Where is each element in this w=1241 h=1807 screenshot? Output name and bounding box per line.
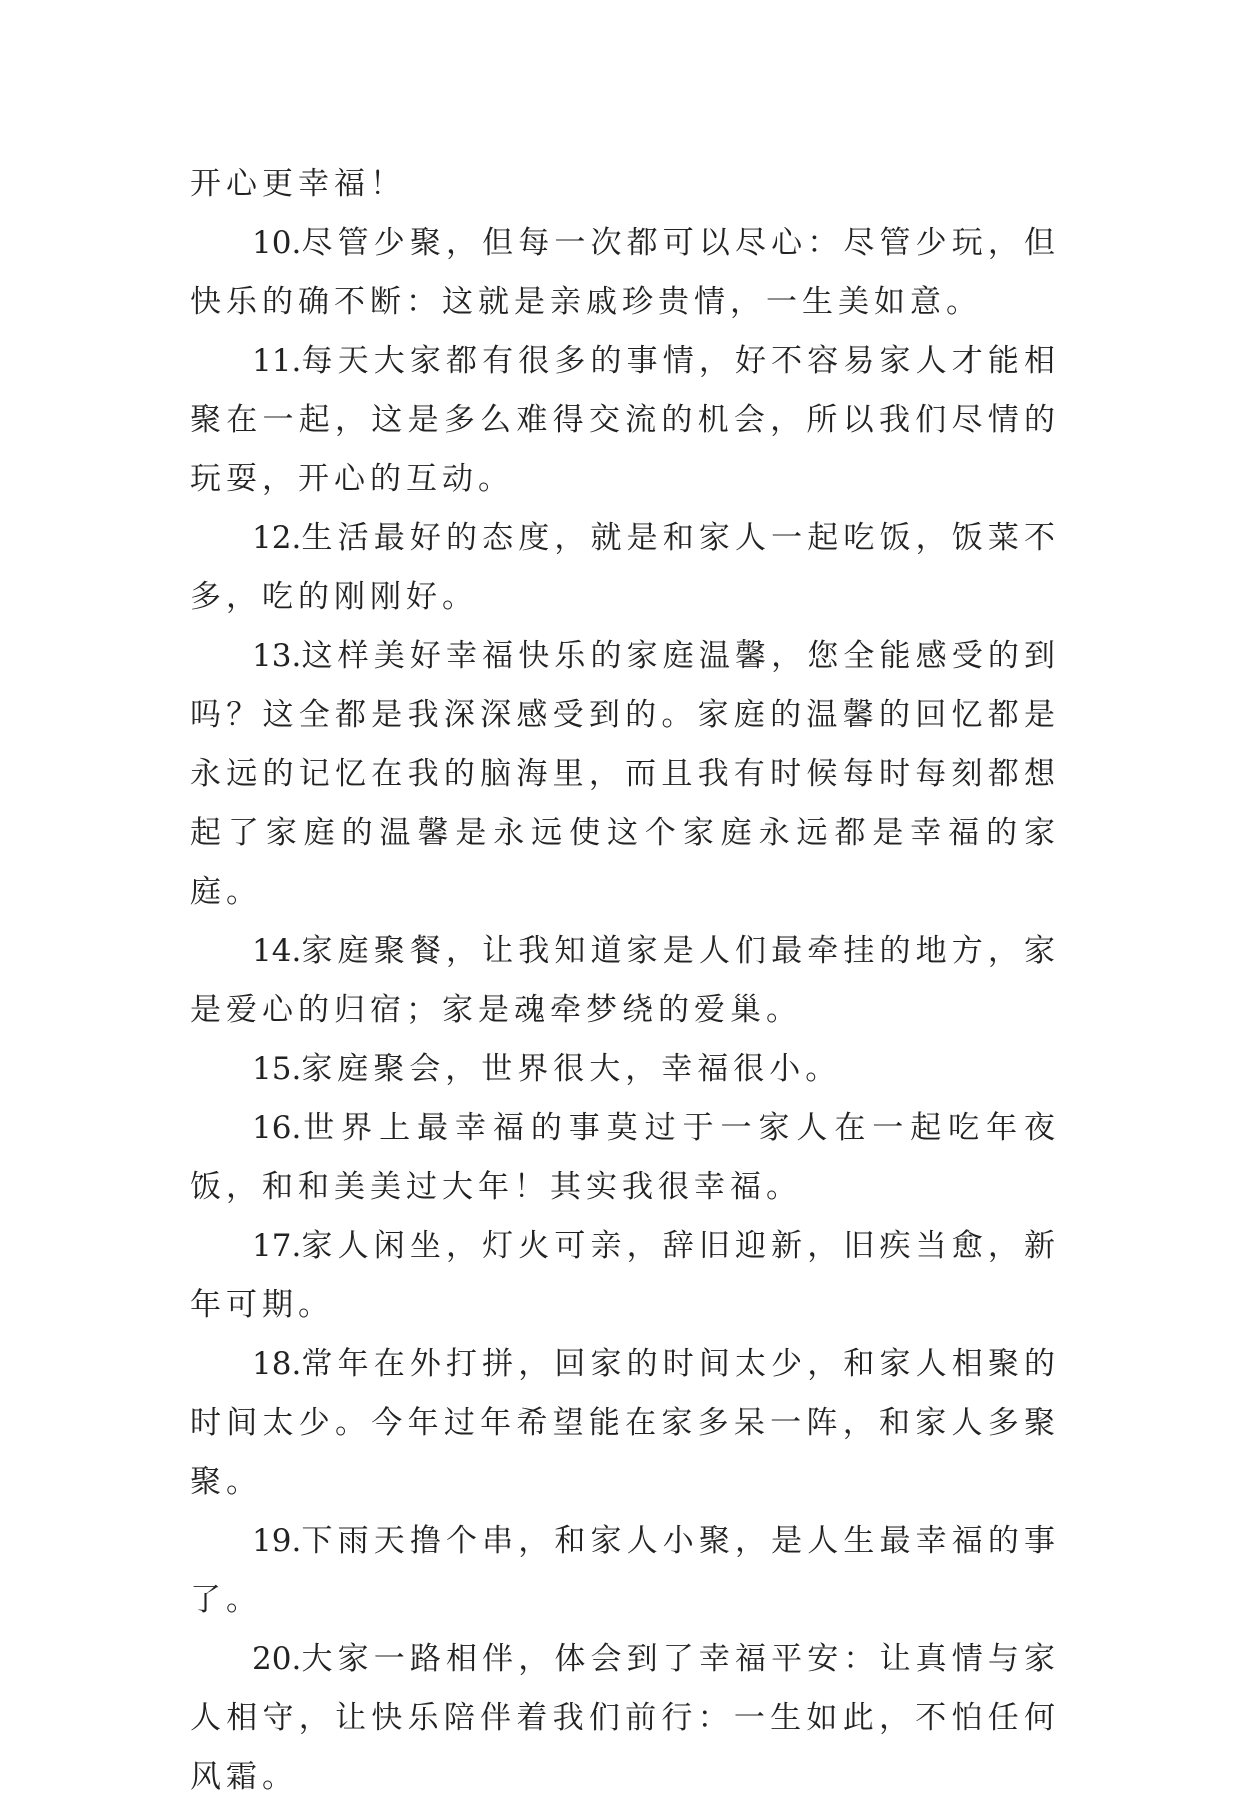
- paragraph-19: [190, 1512, 1060, 1630]
- paragraph-text: 常年在外打拼，回家的时间太少，和家人相聚的时间太少。今年过年希望能在家多呆一阵，和家人多聚聚。: [190, 1346, 1060, 1500]
- paragraph-text: 大家一路相伴，体会到了幸福平安：让真情与家人相守，让快乐陪伴着我们前行：一生如此，不怕任何风霜。: [190, 1641, 1060, 1795]
- paragraph-number: 19.: [252, 1523, 302, 1559]
- paragraph-number: 10.: [252, 225, 302, 261]
- paragraph-text: 家庭聚餐，让我知道家是人们最牵挂的地方，家是爱心的归宿；家是魂牵梦绕的爱巢。: [190, 933, 1060, 1028]
- paragraph-15: [190, 1040, 1060, 1099]
- document-body: [190, 155, 1060, 1807]
- paragraph-number: 13.: [252, 638, 302, 674]
- paragraph-14: [190, 922, 1060, 1040]
- paragraph-text: 下雨天撸个串，和家人小聚，是人生最幸福的事了。: [190, 1523, 1060, 1618]
- paragraph-17: [190, 1217, 1060, 1335]
- paragraph-text: 家庭聚会，世界很大，幸福很小。: [301, 1051, 842, 1087]
- paragraph-13: [190, 627, 1060, 922]
- paragraph-text: 这样美好幸福快乐的家庭温馨，您全能感受的到吗？这全都是我深深感受到的。家庭的温馨的回忆都是永远的记忆在我的脑海里，而且我有时候每时每刻都想起了家庭的温馨是永远使这个家庭永远都是幸福的家庭。: [190, 638, 1060, 910]
- paragraph-number: 18.: [252, 1346, 302, 1382]
- paragraph-text: 每天大家都有很多的事情，好不容易家人才能相聚在一起，这是多么难得交流的机会，所以我们尽情的玩耍，开心的互动。: [190, 343, 1060, 497]
- paragraph-18: [190, 1335, 1060, 1512]
- paragraph-number: 12.: [252, 520, 302, 556]
- paragraph-number: 17.: [252, 1228, 302, 1264]
- paragraph-number: 16.: [252, 1110, 302, 1146]
- paragraph-number: 15.: [252, 1051, 302, 1087]
- paragraph-continuation: [190, 155, 1060, 214]
- paragraph-text: 生活最好的态度，就是和家人一起吃饭，饭菜不多，吃的刚刚好。: [190, 520, 1060, 615]
- paragraph-text: 尽管少聚，但每一次都可以尽心：尽管少玩，但快乐的确不断：这就是亲戚珍贵情，一生美如意。: [190, 225, 1060, 320]
- paragraph-11: [190, 332, 1060, 509]
- paragraph-10: [190, 214, 1060, 332]
- paragraph-text: 开心更幸福！: [190, 166, 406, 202]
- paragraph-text: 世界上最幸福的事莫过于一家人在一起吃年夜饭，和和美美过大年！其实我很幸福。: [190, 1110, 1060, 1205]
- paragraph-text: 家人闲坐，灯火可亲，辞旧迎新，旧疾当愈，新年可期。: [190, 1228, 1060, 1323]
- paragraph-20: [190, 1630, 1060, 1807]
- paragraph-16: [190, 1099, 1060, 1217]
- paragraph-number: 20.: [252, 1641, 302, 1677]
- paragraph-number: 11.: [252, 343, 302, 379]
- paragraph-12: [190, 509, 1060, 627]
- paragraph-number: 14.: [252, 933, 302, 969]
